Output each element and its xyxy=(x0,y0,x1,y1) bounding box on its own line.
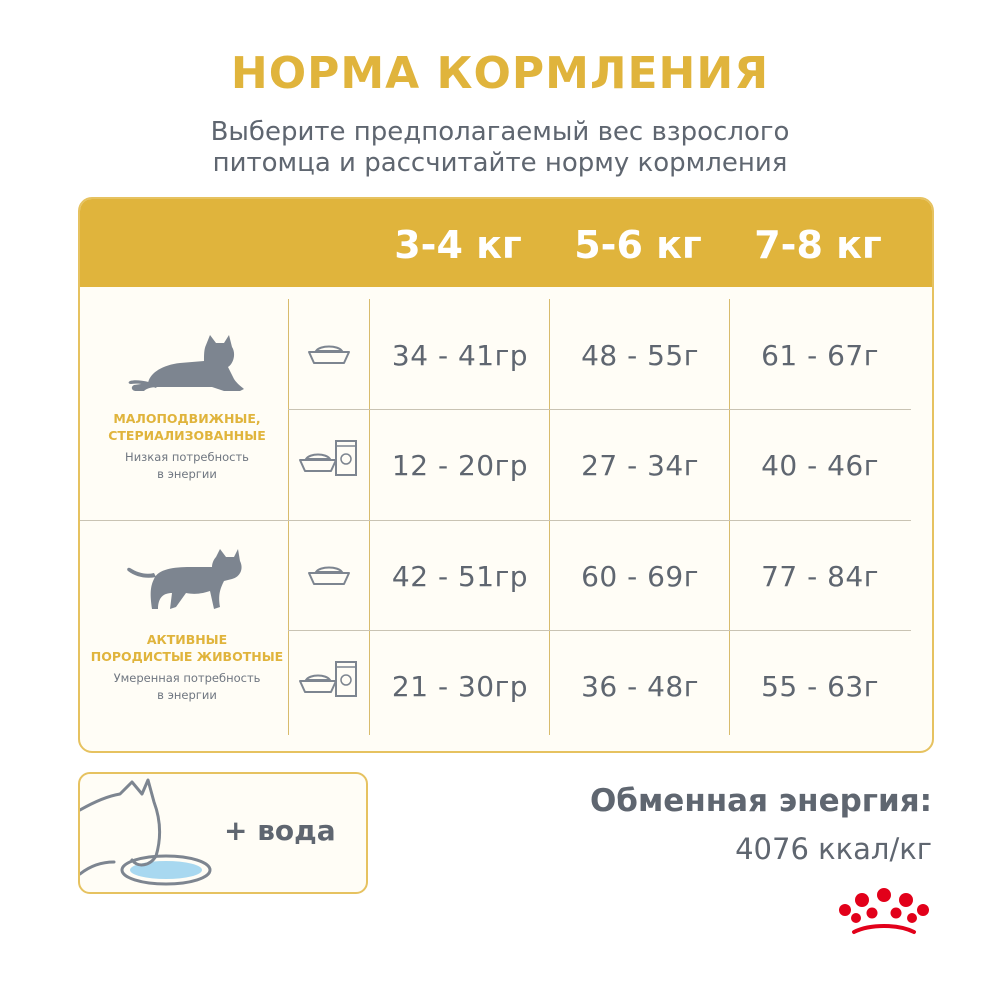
dry-food-bowl-icon xyxy=(306,341,352,367)
group-2-sub-line-1: Умеренная потребность xyxy=(113,671,261,685)
dry-food-bowl-icon xyxy=(306,562,352,588)
table-cell: 48 - 55г xyxy=(581,339,699,372)
table-cell: 34 - 41гр xyxy=(391,339,529,372)
bowl-and-pouch-icon xyxy=(298,437,360,479)
water-box xyxy=(78,772,368,894)
subtitle-line-1: Выберите предполагаемый вес взрослого xyxy=(210,117,790,147)
subtitle-line-2: питомца и рассчитайте норму кормления xyxy=(212,148,788,178)
group-1-title-line-2: СТЕРИАЛИЗОВАННЫЕ xyxy=(108,428,266,443)
group-1-sub-line-1: Низкая потребность xyxy=(125,450,249,464)
group-2-title-line-2: ПОРОДИСТЫЕ ЖИВОТНЫЕ xyxy=(90,649,284,664)
table-cell: 12 - 20гр xyxy=(391,449,529,482)
group-2-title-line-1: АКТИВНЫЕ xyxy=(146,632,228,647)
divider xyxy=(80,520,911,521)
energy-label: Обменная энергия: xyxy=(589,783,932,819)
table-cell: 40 - 46г xyxy=(761,449,879,482)
energy-value: 4076 ккал/кг xyxy=(735,832,932,866)
table-cell: 77 - 84г xyxy=(761,560,879,593)
group-1-title-line-1: МАЛОПОДВИЖНЫЕ, xyxy=(113,411,261,426)
page-title: НОРМА КОРМЛЕНИЯ xyxy=(230,48,770,99)
bowl-and-pouch-icon xyxy=(298,658,360,700)
lying-cat-icon xyxy=(128,335,246,393)
group-2-sub-line-2: в энергии xyxy=(157,688,217,702)
table-cell: 55 - 63г xyxy=(761,670,879,703)
weight-header-3: 7-8 кг xyxy=(754,223,882,267)
water-label: + вода xyxy=(224,814,336,847)
table-cell: 60 - 69г xyxy=(581,560,699,593)
table-cell: 61 - 67г xyxy=(761,339,879,372)
table-cell: 42 - 51гр xyxy=(391,560,529,593)
weight-header-1: 3-4 кг xyxy=(394,223,522,267)
table-cell: 27 - 34г xyxy=(581,449,699,482)
weight-header-2: 5-6 кг xyxy=(574,223,702,267)
page-subtitle xyxy=(0,117,1000,179)
feeding-table xyxy=(78,197,934,753)
cat-drinking-water-icon xyxy=(80,774,220,894)
royal-canin-crown-icon xyxy=(832,888,936,944)
walking-cat-icon xyxy=(124,549,246,613)
divider xyxy=(288,630,911,631)
divider xyxy=(288,409,911,410)
table-cell: 36 - 48г xyxy=(581,670,699,703)
table-cell: 21 - 30гр xyxy=(391,670,529,703)
table-header xyxy=(80,199,932,287)
group-1-sub-line-2: в энергии xyxy=(157,467,217,481)
